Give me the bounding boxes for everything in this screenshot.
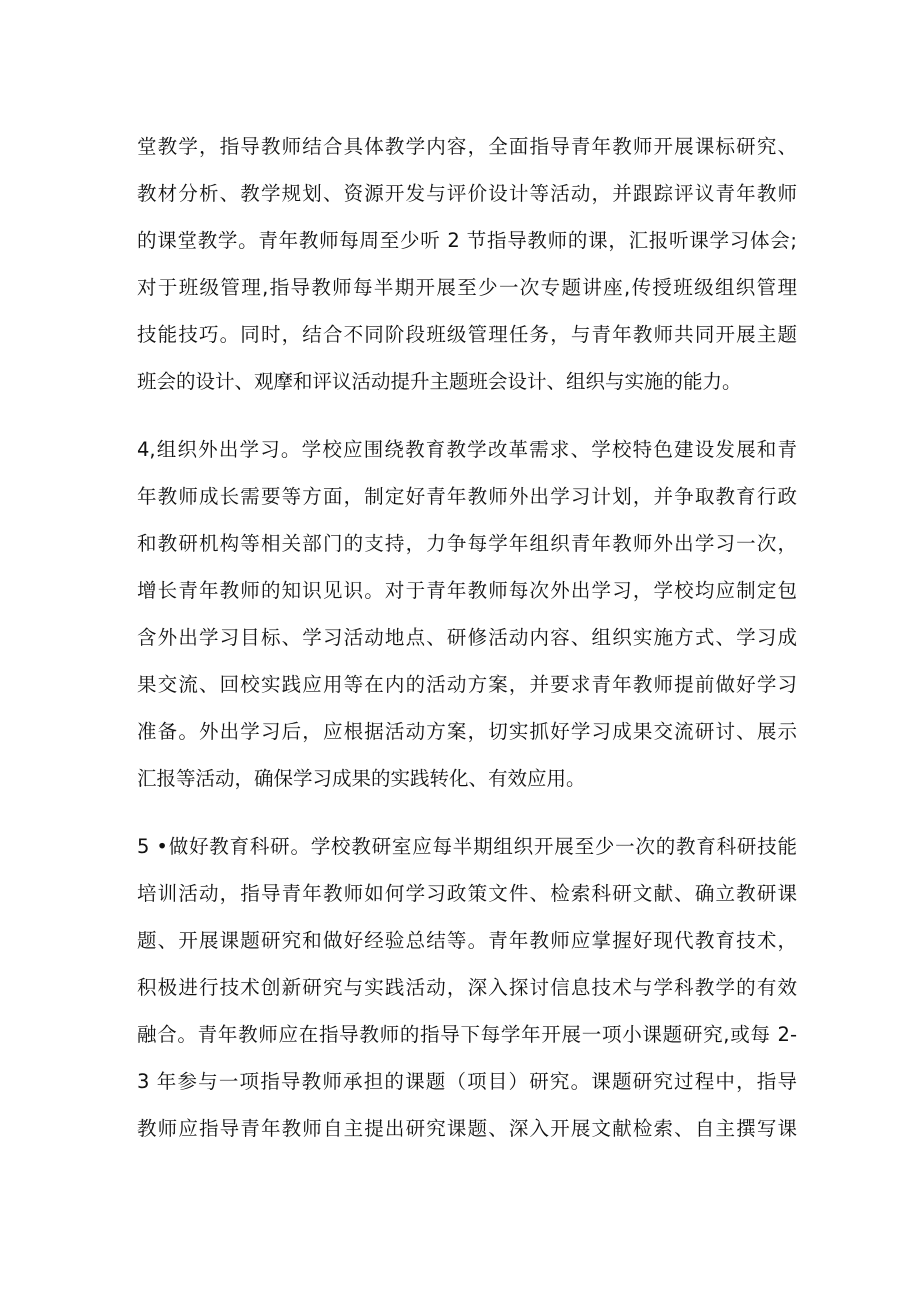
document-body	[137, 123, 797, 1173]
text-line: 堂教学，指导教师结合具体教学内容，全面指导青年教师开展课标研究、	[137, 135, 797, 158]
text-line: 果交流、回校实践应用等在内的活动方案，并要求青年教师提前做好学习	[137, 673, 797, 696]
text-line: 3 年参与一项指导教师承担的课题（项目）研究。课题研究过程中，指导	[137, 1070, 797, 1093]
text-line: 培训活动，指导青年教师如何学习政策文件、检索科研文献、确立教研课	[137, 882, 797, 905]
text-line: 5 •做好教育科研。学校教研室应每半期组织开展至少一次的教育科研技能	[137, 835, 797, 858]
text-line: 题、开展课题研究和做好经验总结等。青年教师应掌握好现代教育技术，	[137, 929, 797, 952]
text-line: 班会的设计、观摩和评议活动提升主题班会设计、组织与实施的能力。	[137, 370, 742, 393]
text-line: 年教师成长需要等方面，制定好青年教师外出学习计划，并争取教育行政	[137, 485, 797, 508]
paragraph-external-study	[137, 426, 797, 802]
text-line: 准备。外出学习后，应根据活动方案，切实抓好学习成果交流研讨、展示	[137, 720, 797, 743]
text-line: 融合。青年教师应在指导教师的指导下每学年开展一项小课题研究,或每 2-	[137, 1023, 797, 1046]
text-line: 4,组织外出学习。学校应围绕教育教学改革需求、学校特色建设发展和青	[137, 438, 797, 461]
text-line: 汇报等活动，确保学习成果的实践转化、有效应用。	[137, 767, 586, 790]
text-line: 积极进行技术创新研究与实践活动，深入探讨信息技术与学科教学的有效	[137, 976, 797, 999]
paragraph-education-research	[137, 823, 797, 1152]
text-line: 和教研机构等相关部门的支持，力争每学年组织青年教师外出学习一次，	[137, 532, 797, 555]
text-line: 含外出学习目标、学习活动地点、研修活动内容、组织实施方式、学习成	[137, 626, 797, 649]
text-line: 教师应指导青年教师自主提出研究课题、深入开展文献检索、自主撰写课	[137, 1117, 797, 1140]
text-line: 对于班级管理,指导教师每半期开展至少一次专题讲座,传授班级组织管理	[137, 276, 797, 299]
text-line: 的课堂教学。青年教师每周至少听 2 节指导教师的课，汇报听课学习体会;	[137, 229, 797, 252]
paragraph-guided-teaching	[137, 123, 797, 405]
text-line: 教材分析、教学规划、资源开发与评价设计等活动，并跟踪评议青年教师	[137, 182, 797, 205]
text-line: 技能技巧。同时，结合不同阶段班级管理任务，与青年教师共同开展主题	[137, 323, 797, 346]
text-line: 增长青年教师的知识见识。对于青年教师每次外出学习，学校均应制定包	[137, 579, 797, 602]
